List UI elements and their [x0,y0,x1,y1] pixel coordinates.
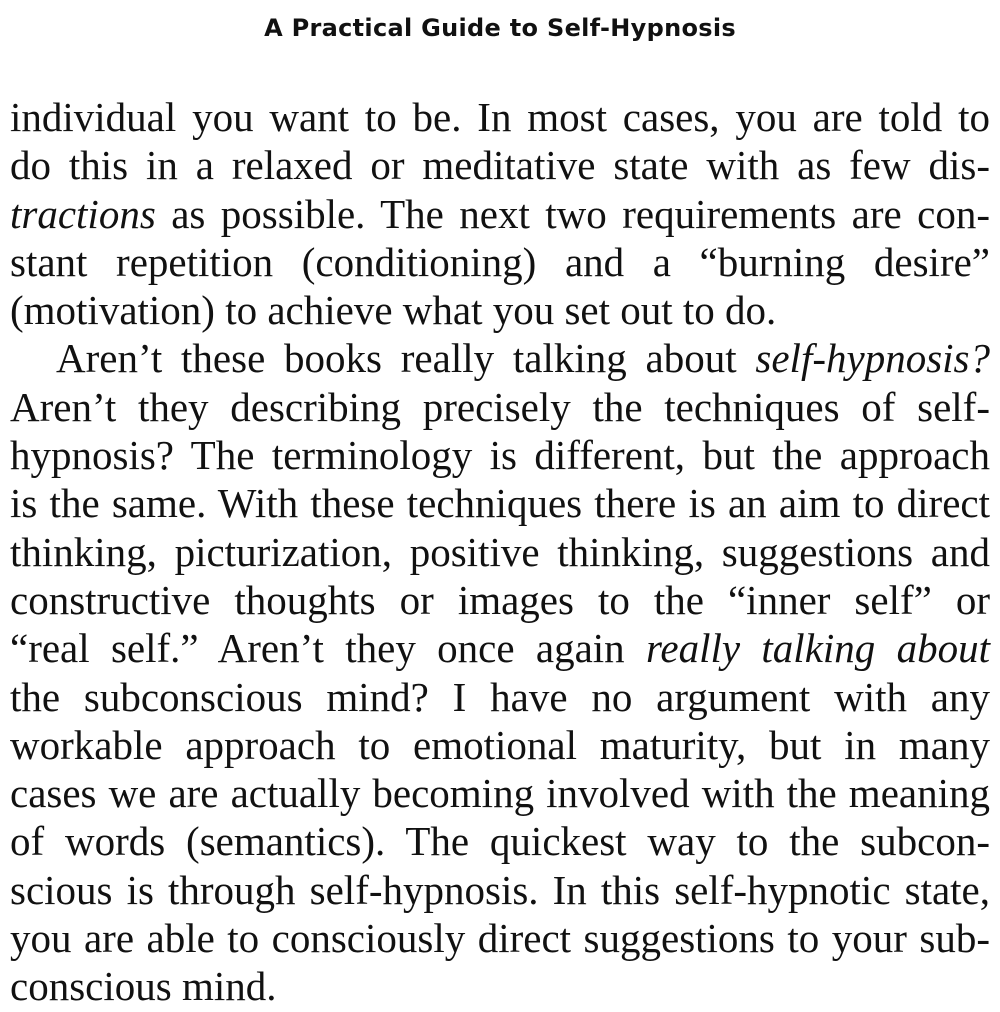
text-line: workable approach to emotional maturity, but in many [10,721,990,768]
text-line: (motivation) to achieve what you set out to do. [10,287,777,334]
running-head-title: A Practical Guide to Self-Hypnosis [264,14,736,42]
text-line: thinking, picturization, positive thinking, suggestions and [10,528,990,575]
text-line: scious is through self-hypnosis. In this self-hypnotic state, [10,866,990,913]
body-text [10,93,990,1011]
text-line: is the same. With these techniques there is an aim to direct [10,480,990,527]
text-line: do this in a relaxed or meditative state with as few dis- [10,142,990,189]
text-line: you are able to consciously direct suggestions to your sub- [10,915,990,962]
text-line: constructive thoughts or images to the “inner self” or [10,576,990,623]
text-line: hypnosis? The terminology is different, but the approach [10,432,990,479]
emphasis-text: really talking about [645,625,990,672]
text-line [10,190,990,238]
emphasis-text: self-hypnosis? [755,335,990,382]
text-fragment: “real self.” Aren’t they once again [10,625,646,672]
paragraph-1 [10,93,990,334]
text-line [10,334,990,382]
text-line [10,624,990,672]
text-line: the subconscious mind? I have no argument with any [10,673,990,720]
text-line: Aren’t they describing precisely the techniques of self- [10,383,990,430]
text-line: conscious mind. [10,963,277,1010]
text-line: of words (semantics). The quickest way to the subcon- [10,818,990,865]
paragraph-2 [10,334,990,1010]
text-line: cases we are actually becoming involved with the meaning [10,770,990,817]
text-line: individual you want to be. In most cases, you are told to [10,94,990,140]
emphasis-text: tractions [10,190,156,237]
text-fragment: Aren’t these books really talking about [56,335,756,382]
text-fragment: as possible. The next two requirements are con- [155,190,990,237]
text-line: stant repetition (conditioning) and a “burning desire” [10,238,990,285]
